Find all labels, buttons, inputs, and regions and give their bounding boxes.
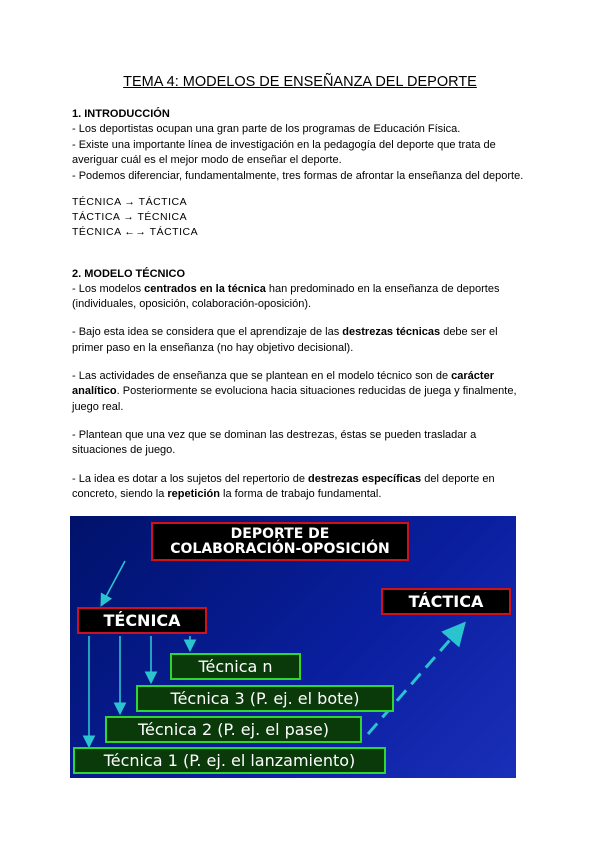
- section-heading: 1. INTRODUCCIÓN: [72, 108, 170, 120]
- tactica-box: TÁCTICA: [381, 588, 511, 615]
- paragraph-line: - Existe una importante línea de investigación en la pedagogía del deporte que trata de: [72, 139, 496, 151]
- bold-text: carácter: [451, 370, 494, 382]
- approach-line: TÉCNICA ←→ TÁCTICA: [72, 226, 199, 238]
- paragraph-line: - Los deportistas ocupan una gran parte de los programas de Educación Física.: [72, 123, 461, 135]
- paragraph-line: [72, 472, 495, 488]
- text: - Bajo esta idea se considera que el aprendizaje de las: [72, 326, 343, 338]
- text: - Las actividades de enseñanza que se plantean en el modelo técnico son de: [72, 370, 452, 382]
- text: - Los modelos: [72, 283, 145, 295]
- text: debe ser el: [440, 326, 498, 338]
- paragraph-line: averiguar cuál es el mejor modo de enseñar el deporte.: [72, 154, 342, 166]
- approach-line: TÉCNICA → TÁCTICA: [72, 196, 188, 208]
- dashed-arrow: [368, 626, 462, 734]
- paragraph-line: [72, 487, 381, 503]
- paragraph-line: [72, 369, 494, 385]
- tecnica-box: TÉCNICA: [77, 607, 207, 634]
- paragraph-line: (individuales, oposición, colaboración-oposición).: [72, 298, 312, 310]
- sport-box: DEPORTE DE COLABORACIÓN-OPOSICIÓN: [151, 522, 409, 561]
- text: concreto, siendo la: [72, 488, 168, 500]
- paragraph-line: - Podemos diferenciar, fundamentalmente, tres formas de afrontar la enseñanza del deporte.: [72, 170, 524, 182]
- approach-line: TÁCTICA → TÉCNICA: [72, 211, 188, 223]
- bold-text: analítico: [72, 385, 117, 397]
- paragraph-line: [72, 325, 498, 341]
- text: han predominado en la enseñanza de deportes: [265, 283, 500, 295]
- paragraph-line: [72, 282, 499, 298]
- paragraph-line: situaciones de juego.: [72, 444, 176, 456]
- text: - La idea es dotar a los sujetos del repertorio de: [72, 473, 309, 485]
- bold-text: destrezas técnicas: [342, 326, 441, 338]
- paragraph-line: juego real.: [72, 401, 124, 413]
- bold-text: destrezas específicas: [308, 473, 422, 485]
- technique-2-box: Técnica 2 (P. ej. el pase): [105, 716, 362, 743]
- section-heading: 2. MODELO TÉCNICO: [72, 268, 186, 280]
- technical-model-diagram: [70, 516, 516, 778]
- bold-text: repetición: [167, 488, 220, 500]
- bold-text: centrados en la técnica: [144, 283, 266, 295]
- arrow: [102, 561, 125, 604]
- page-title: TEMA 4: MODELOS DE ENSEÑANZA DEL DEPORTE: [123, 74, 477, 90]
- technique-3-box: Técnica 3 (P. ej. el bote): [136, 685, 394, 712]
- paragraph-line: - Plantean que una vez que se dominan las destrezas, éstas se pueden trasladar a: [72, 429, 477, 441]
- text: . Posteriormente se evoluciona hacia situaciones reducidas de juega y finalmente,: [116, 385, 517, 397]
- paragraph-line: [72, 384, 517, 400]
- paragraph-line: primer paso en la enseñanza (no hay objetivo decisional).: [72, 342, 354, 354]
- technique-n-box: Técnica n: [170, 653, 301, 680]
- text: la forma de trabajo fundamental.: [219, 488, 382, 500]
- text: del deporte en: [421, 473, 495, 485]
- technique-1-box: Técnica 1 (P. ej. el lanzamiento): [73, 747, 386, 774]
